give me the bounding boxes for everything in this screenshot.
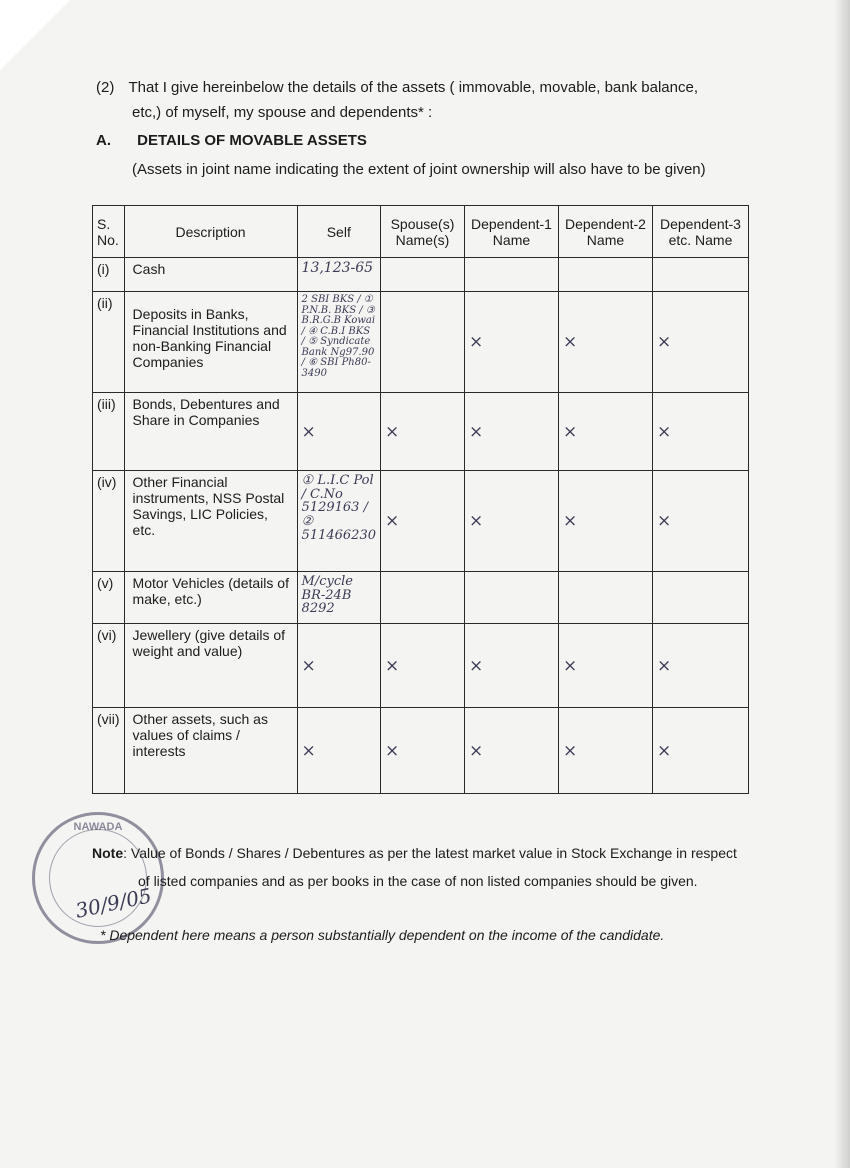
table-row [93,393,749,471]
row-self: × [297,708,380,794]
seal-top-text: NAWADA [73,821,123,833]
intro-line-1 [96,76,698,100]
table-row [93,708,749,794]
row-self: × [297,393,380,471]
header-description: Description [124,206,297,258]
row-sno: (ii) [93,292,125,393]
row-spouse [380,258,464,292]
row-dependent-2: × [558,471,652,572]
row-spouse: × [380,393,464,471]
row-dependent-3 [652,258,748,292]
row-sno: (i) [93,258,125,292]
row-dependent-1: × [464,292,558,393]
row-self: 2 SBI BKS / ① P.N.B. BKS / ③ B.R.G.B Kowai / ④ C.B.I BKS / ⑤ Syndicate Bank Ng97.90 / ⑥ SBI Ph80-3490 [297,292,380,393]
section-title: DETAILS OF MOVABLE ASSETS [137,132,367,149]
header-dependent-2: Dependent-2 Name [558,206,652,258]
table-row [93,258,749,292]
folded-corner [0,0,70,70]
note-text-1: : Value of Bonds / Shares / Debentures as per the latest market value in Stock Exchange in respect [123,845,737,861]
row-dependent-3: × [652,292,748,393]
note-line-1 [92,845,737,861]
row-dependent-3: × [652,393,748,471]
intro-text-2: etc,) of myself, my spouse and dependents* : [132,104,433,121]
scan-edge-shadow [834,0,850,1168]
row-spouse: × [380,471,464,572]
signature-date: 30/9/05 [73,883,154,923]
table-row [93,572,749,624]
row-dependent-2: × [558,393,652,471]
table-row [93,471,749,572]
row-sno: (v) [93,572,125,624]
row-description: Jewellery (give details of weight and value) [124,624,297,708]
table-row [93,624,749,708]
intro-text-1: That I give hereinbelow the details of the assets ( immovable, movable, bank balance, [128,79,698,96]
row-sno: (vii) [93,708,125,794]
row-dependent-2: × [558,292,652,393]
row-description: Motor Vehicles (details of make, etc.) [124,572,297,624]
section-letter: A. [96,132,111,149]
row-sno: (iv) [93,471,125,572]
row-dependent-1 [464,258,558,292]
row-description: Other assets, such as values of claims / interests [124,708,297,794]
row-spouse [380,292,464,393]
row-self: M/cycle BR-24B 8292 [297,572,380,624]
row-dependent-3 [652,572,748,624]
row-self: × [297,624,380,708]
row-description: Other Financial instruments, NSS Postal Savings, LIC Policies, etc. [124,471,297,572]
row-spouse [380,572,464,624]
row-description: Bonds, Debentures and Share in Companies [124,393,297,471]
row-dependent-2 [558,572,652,624]
row-dependent-3: × [652,471,748,572]
row-dependent-1: × [464,708,558,794]
row-dependent-2: × [558,624,652,708]
row-self: 13,123-65 [297,258,380,292]
row-sno: (vi) [93,624,125,708]
header-dependent-3: Dependent-3 etc. Name [652,206,748,258]
row-dependent-3: × [652,708,748,794]
header-dependent-1: Dependent-1 Name [464,206,558,258]
row-dependent-3: × [652,624,748,708]
row-description: Deposits in Banks, Financial Institutions and non-Banking Financial Companies [124,292,297,393]
row-self: ① L.I.C Pol / C.No 5129163 / ② 511466230 [297,471,380,572]
note-label: Note [92,845,124,861]
row-spouse: × [380,624,464,708]
row-dependent-2 [558,258,652,292]
row-sno: (iii) [93,393,125,471]
section-subtitle: (Assets in joint name indicating the extent of joint ownership will also have to be given) [132,161,706,178]
dependent-footnote: * Dependent here means a person substantially dependent on the income of the candidate. [100,927,665,943]
header-sno: S. No. [93,206,125,258]
intro-number: (2) [96,79,115,96]
header-self: Self [297,206,380,258]
row-dependent-1: × [464,624,558,708]
row-spouse: × [380,708,464,794]
row-dependent-1: × [464,393,558,471]
table-header-row [93,206,749,258]
movable-assets-table [92,205,749,794]
note-text-2: of listed companies and as per books in the case of non listed companies should be given. [138,873,698,889]
table-row [93,292,749,393]
row-dependent-2: × [558,708,652,794]
row-dependent-1: × [464,471,558,572]
header-spouse: Spouse(s) Name(s) [380,206,464,258]
row-dependent-1 [464,572,558,624]
row-description: Cash [124,258,297,292]
section-heading [96,129,367,153]
